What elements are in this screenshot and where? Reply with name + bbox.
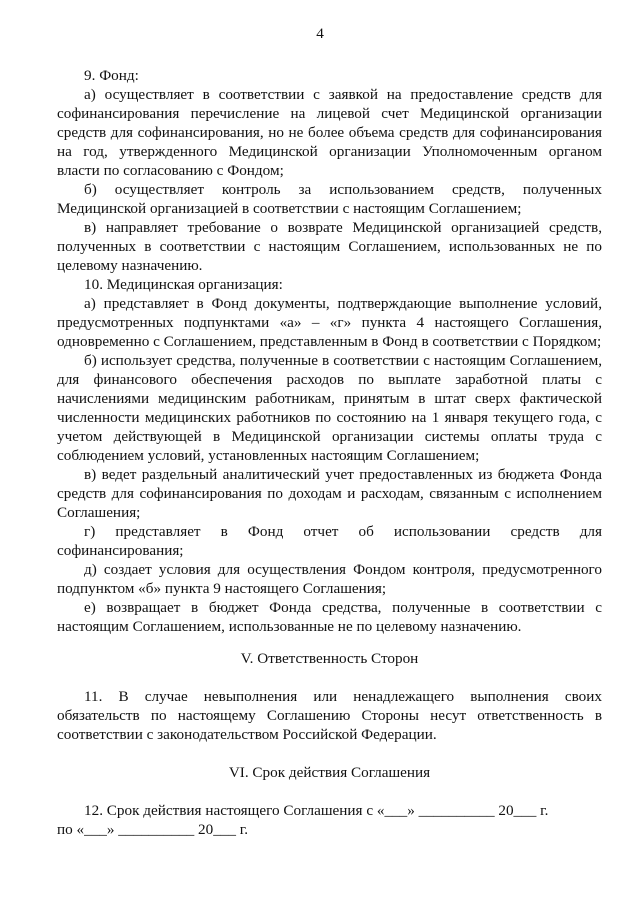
section-v-heading: V. Ответственность Сторон xyxy=(240,650,419,667)
section-10-item-d: д) создает условия для осуществления Фондом контроля, предусмотренного подпунктом «б» пункта 9 настоящего Соглашения; xyxy=(57,561,602,597)
section-9-item-b: б) осуществляет контроль за использованием средств, полученных Медицинской организацией в соответствии с настоящим Соглашением; xyxy=(57,181,602,217)
page-number: 4 xyxy=(316,25,324,42)
section-vi-heading: VI. Срок действия Соглашения xyxy=(228,764,431,781)
section-10-item-b: б) использует средства, полученные в соответствии с настоящим Соглашением, для финансового обеспечения расходов по выплате заработной платы с начислениями медицинским работникам, принятым в штат сверх фактической численности медицинских работников по состоянию на 1 января текущего года, с учетом действующей в Медицинской организации системы оплаты труда с соблюдением условий, установленных настоящим Соглашением; xyxy=(57,352,602,464)
document-body xyxy=(57,66,602,839)
section-12-term-line-2: по «___» __________ 20___ г. xyxy=(57,821,249,838)
section-12-term-line-1: 12. Срок действия настоящего Соглашения с «___» __________ 20___ г. xyxy=(84,802,549,819)
section-10-item-g: г) представляет в Фонд отчет об использовании средств для софинансирования; xyxy=(57,523,602,559)
section-9-heading: 9. Фонд: xyxy=(84,67,139,84)
section-10-heading: 10. Медицинская организация: xyxy=(84,276,283,293)
section-10-item-e: е) возвращает в бюджет Фонда средства, полученные в соответствии с настоящим Соглашением, использованные не по целевому назначению. xyxy=(57,599,602,635)
section-9-item-v: в) направляет требование о возврате Медицинской организацией средств, полученных в соответствии с настоящим Соглашением, использованных не по целевому назначению. xyxy=(57,219,602,274)
section-11-paragraph: 11. В случае невыполнения или ненадлежащего выполнения своих обязательств по настоящему Соглашению Стороны несут ответственность в соответствии с законодательством Российской Федерации. xyxy=(57,688,602,743)
section-9-item-a: а) осуществляет в соответствии с заявкой на предоставление средств для софинансирования перечисление на лицевой счет Медицинской организации средств для софинансирования, но не более объема средств для софинансирования на год, утвержденного Медицинской организации Уполномоченным органом власти по согласованию с Фондом; xyxy=(57,86,602,179)
section-10-item-v: в) ведет раздельный аналитический учет предоставленных из бюджета Фонда средств для софинансирования по доходам и расходам, связанным с исполнением Соглашения; xyxy=(57,466,602,521)
section-10-item-a: а) представляет в Фонд документы, подтверждающие выполнение условий, предусмотренных подпунктами «а» – «г» пункта 4 настоящего Соглашения, одновременно с Соглашением, представленным в Фонд в соответствии с Порядком; xyxy=(57,295,602,350)
